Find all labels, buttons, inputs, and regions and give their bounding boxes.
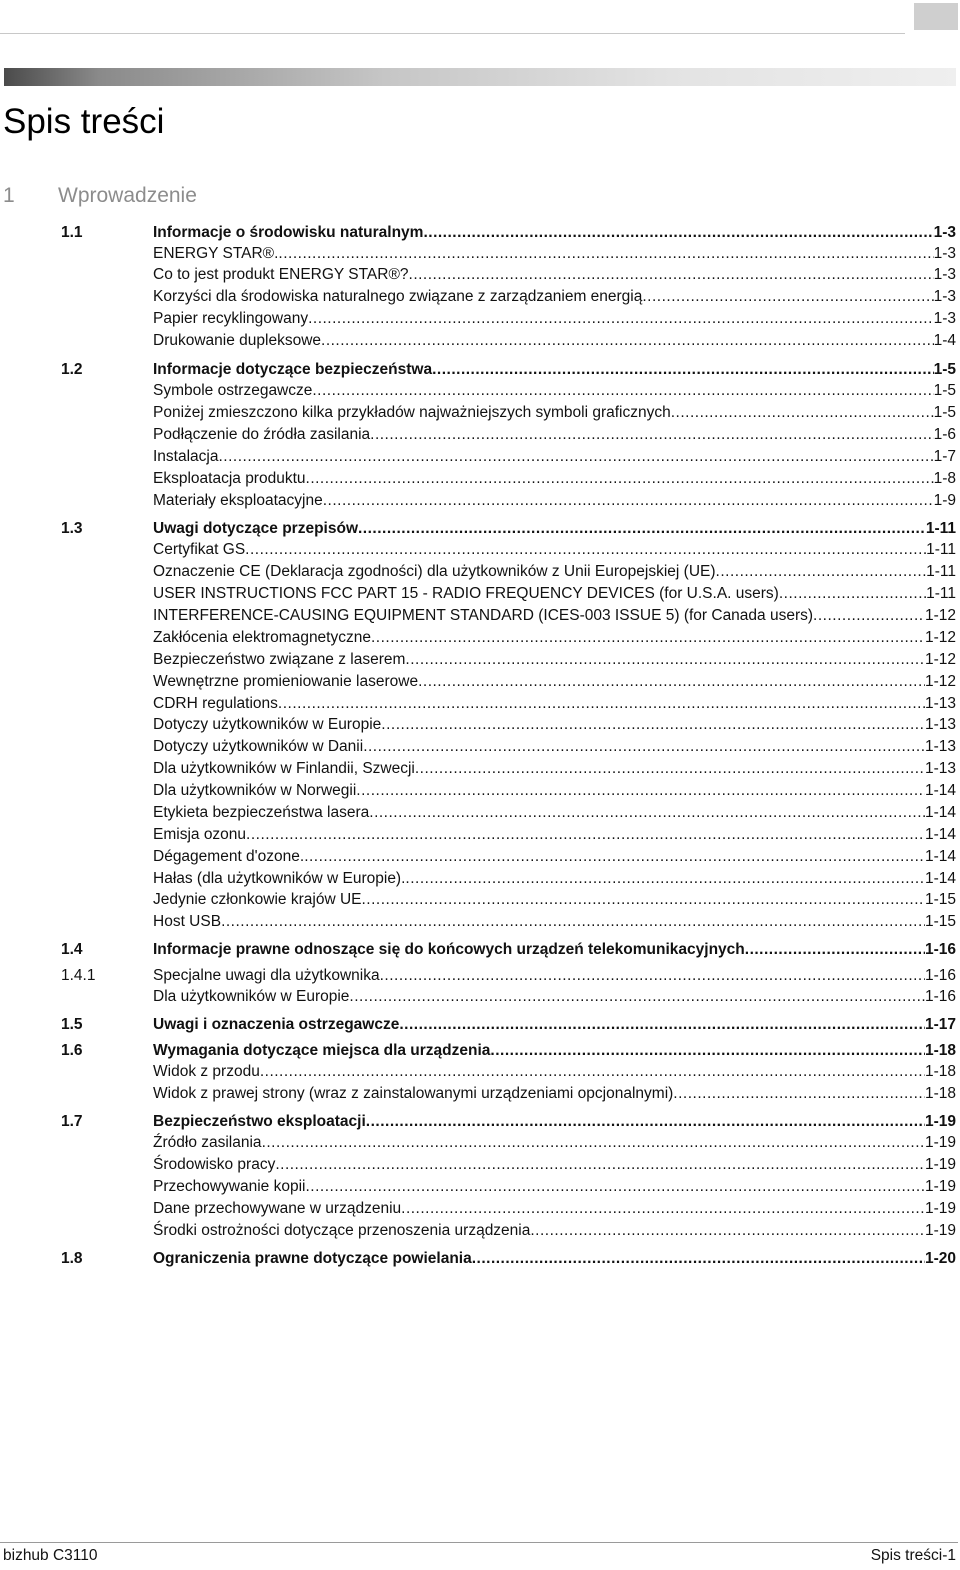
- toc-dot-leader: [308, 308, 934, 330]
- toc-entry-page: 1-13: [924, 716, 956, 733]
- toc-entry[interactable]: [0, 1248, 960, 1270]
- toc-entry-line: [153, 286, 956, 308]
- toc-dot-leader: [405, 649, 925, 671]
- toc-dot-leader: [245, 539, 926, 561]
- toc-entry-title: Uwagi i oznaczenia ostrzegawcze: [153, 1016, 400, 1033]
- toc-dot-leader: [405, 868, 925, 890]
- toc-entry-line: [153, 939, 956, 961]
- toc-dot-leader: [361, 889, 924, 911]
- toc-entry-title: Korzyści dla środowiska naturalnego związane z zarządzaniem energią: [153, 288, 643, 305]
- toc-entry-title: Dla użytkowników w Finlandii, Szwecji: [153, 760, 415, 777]
- footer-page-number: Spis treści-1: [870, 1547, 956, 1564]
- toc-entry-line: [153, 583, 956, 605]
- toc-entry-line: [153, 627, 956, 649]
- toc-entry-line: [153, 1083, 956, 1105]
- toc-dot-leader: [779, 583, 926, 605]
- toc-entry-number: 1.5: [61, 1016, 83, 1033]
- toc-entry-title: Hałas (dla użytkowników w Europie).: [153, 870, 406, 887]
- toc-dot-leader: [321, 330, 934, 352]
- toc-entry-line: [153, 539, 956, 561]
- toc-entry-page: 1-11: [925, 520, 956, 537]
- toc-entry-line: [153, 1061, 956, 1083]
- toc-dot-leader: [381, 714, 925, 736]
- toc-entry-number: 1.1: [61, 224, 83, 241]
- toc-dot-leader: [370, 424, 933, 446]
- toc-entry-line: [153, 714, 956, 736]
- toc-entry-line: [153, 1040, 956, 1062]
- toc-dot-leader: [673, 1083, 925, 1105]
- toc-entry-page: 1-14: [924, 848, 956, 865]
- toc-entry-number: 1.6: [61, 1042, 83, 1059]
- toc-entry-number: 1.4.1: [61, 967, 96, 984]
- toc-entry-title: Specjalne uwagi dla użytkownika: [153, 967, 380, 984]
- toc-entry-line: [153, 402, 956, 424]
- toc-entry-title: Środki ostrożności dotyczące przenoszenia urządzenia: [153, 1222, 531, 1239]
- toc-entry-page: 1-17: [924, 1016, 956, 1033]
- toc-entry[interactable]: [0, 911, 960, 933]
- toc-entry-line: [153, 1014, 956, 1036]
- toc-entry[interactable]: [0, 1198, 960, 1220]
- toc-entry-title: Widok z prawej strony (wraz z zainstalowanymi urządzeniami opcjonalnymi): [153, 1085, 674, 1102]
- toc-entry-line: [153, 846, 956, 868]
- toc-entry-line: [153, 1198, 956, 1220]
- toc-dot-leader: [275, 1154, 925, 1176]
- toc-entry-line: [153, 889, 956, 911]
- toc-dot-leader: [358, 518, 926, 540]
- toc-entry-title: Emisja ozonu: [153, 826, 247, 843]
- toc-entry[interactable]: [0, 222, 960, 244]
- toc-entry-page: 1-19: [924, 1222, 956, 1239]
- toc-entry-line: [153, 1154, 956, 1176]
- toc-dot-leader: [260, 1061, 925, 1083]
- chapter-number: 1: [3, 184, 15, 207]
- toc-dot-leader: [278, 693, 925, 715]
- toc-entry[interactable]: [0, 868, 960, 890]
- page-title: Spis treści: [3, 102, 165, 141]
- toc-entry-page: 1-11: [926, 563, 956, 580]
- toc-dot-leader: [745, 939, 925, 961]
- toc-dot-leader: [262, 1132, 925, 1154]
- toc-entry[interactable]: [0, 359, 960, 381]
- toc-entry-line: [153, 308, 956, 330]
- toc-entry-line: [153, 671, 956, 693]
- toc-entry[interactable]: [0, 1040, 960, 1062]
- toc-entry-line: [153, 824, 956, 846]
- toc-dot-leader: [432, 359, 933, 381]
- toc-entry[interactable]: [0, 583, 960, 605]
- toc-entry-line: [153, 605, 956, 627]
- toc-entry[interactable]: [0, 402, 960, 424]
- toc-entry-page: 1-16: [924, 967, 956, 984]
- toc-entry[interactable]: [0, 1061, 960, 1083]
- toc-entry-page: 1-4: [933, 332, 956, 349]
- toc-entry-page: 1-16: [924, 941, 956, 958]
- toc-entry-title: Instalacja: [153, 448, 219, 465]
- toc-dot-leader: [218, 446, 933, 468]
- toc-entry-page: 1-3: [933, 310, 956, 327]
- toc-entry-page: 1-9: [933, 492, 956, 509]
- toc-entry-line: [153, 330, 956, 352]
- toc-dot-leader: [671, 402, 934, 424]
- toc-dot-leader: [716, 561, 927, 583]
- toc-entry-page: 1-16: [924, 988, 956, 1005]
- toc-entry-page: 1-11: [926, 541, 956, 558]
- toc-entry[interactable]: [0, 693, 960, 715]
- toc-entry-line: [153, 868, 956, 890]
- toc-entry-title: Zakłócenia elektromagnetyczne: [153, 629, 371, 646]
- toc-entry[interactable]: [0, 714, 960, 736]
- toc-entry-line: [153, 986, 956, 1008]
- toc-entry-title: Dotyczy użytkowników w Danii: [153, 738, 364, 755]
- toc-entry[interactable]: [0, 1220, 960, 1242]
- toc-entry-page: 1-18: [924, 1085, 956, 1102]
- toc-entry[interactable]: [0, 780, 960, 802]
- toc-entry-title: Dotyczy użytkowników w Europie: [153, 716, 382, 733]
- toc-entry-title: ENERGY STAR®.: [153, 245, 279, 262]
- toc-entry[interactable]: [0, 539, 960, 561]
- toc-entry-title: Wymagania dotyczące miejsca dla urządzenia: [153, 1042, 491, 1059]
- toc-entry-page: 1-12: [924, 673, 956, 690]
- toc-dot-leader: [371, 627, 925, 649]
- toc-entry-page: 1-3: [933, 288, 956, 305]
- toc-entry-title: Etykieta bezpieczeństwa lasera: [153, 804, 370, 821]
- toc-entry-page: 1-7: [933, 448, 956, 465]
- toc-entry-line: [153, 1220, 956, 1242]
- toc-entry-page: 1-13: [924, 738, 956, 755]
- toc-entry[interactable]: [0, 330, 960, 352]
- toc-entry-line: [153, 518, 956, 540]
- toc-entry-title: Materiały eksploatacyjne: [153, 492, 323, 509]
- toc-entry-page: 1-14: [924, 782, 956, 799]
- toc-entry-page: 1-19: [924, 1113, 956, 1130]
- toc-dot-leader: [490, 1040, 925, 1062]
- toc-entry-line: [153, 380, 956, 402]
- toc-entry-number: 1.2: [61, 361, 83, 378]
- toc-entry[interactable]: [0, 986, 960, 1008]
- toc-entry-line: [153, 359, 956, 381]
- toc-entry-title: Przechowywanie kopii: [153, 1178, 306, 1195]
- toc-entry[interactable]: [0, 1176, 960, 1198]
- toc-entry-line: [153, 561, 956, 583]
- toc-entry-title: Informacje dotyczące bezpieczeństwa: [153, 361, 433, 378]
- toc-entry[interactable]: [0, 264, 960, 286]
- toc-entry-line: [153, 243, 956, 265]
- toc-entry-line: [153, 693, 956, 715]
- toc-entry-number: 1.3: [61, 520, 83, 537]
- toc-entry-line: [153, 1248, 956, 1270]
- toc-entry-title: Uwagi dotyczące przepisów: [153, 520, 358, 537]
- toc-entry-page: 1-12: [924, 629, 956, 646]
- toc-entry[interactable]: [0, 1014, 960, 1036]
- toc-entry-line: [153, 780, 956, 802]
- toc-entry-title: Certyfikat GS: [153, 541, 246, 558]
- toc-entry-line: [153, 1132, 956, 1154]
- toc-entry[interactable]: [0, 939, 960, 961]
- toc-entry[interactable]: [0, 824, 960, 846]
- toc-entry-page: 1-6: [933, 426, 956, 443]
- toc-entry-page: 1-5: [933, 382, 956, 399]
- toc-dot-leader: [415, 758, 925, 780]
- toc-entry[interactable]: [0, 965, 960, 987]
- toc-entry-title: Podłączenie do źródła zasilania: [153, 426, 371, 443]
- toc-entry-title: Papier recyklingowany: [153, 310, 309, 327]
- toc-entry[interactable]: [0, 802, 960, 824]
- toc-entry-number: 1.7: [61, 1113, 83, 1130]
- toc-entry-page: 1-5: [933, 361, 956, 378]
- toc-dot-leader: [813, 605, 925, 627]
- toc-entry[interactable]: [0, 424, 960, 446]
- toc-entry-title: Bezpieczeństwo eksploatacji: [153, 1113, 366, 1130]
- toc-entry[interactable]: [0, 243, 960, 265]
- toc-entry-title: Eksploatacja produktu: [153, 470, 306, 487]
- toc-dot-leader: [472, 1248, 925, 1270]
- toc-entry[interactable]: [0, 649, 960, 671]
- toc-entry-page: 1-19: [924, 1134, 956, 1151]
- toc-entry-page: 1-11: [926, 585, 956, 602]
- toc-dot-leader: [349, 986, 925, 1008]
- toc-dot-leader: [312, 380, 933, 402]
- toc-entry[interactable]: [0, 1154, 960, 1176]
- toc-dot-leader: [366, 1111, 925, 1133]
- toc-entry-page: 1-14: [924, 804, 956, 821]
- toc-entry[interactable]: [0, 1083, 960, 1105]
- footer-rule: [0, 1542, 958, 1543]
- toc-dot-leader: [278, 243, 933, 265]
- toc-entry-page: 1-3: [933, 245, 956, 262]
- toc-entry-page: 1-15: [924, 891, 956, 908]
- toc-entry-title: Oznaczenie CE (Deklaracja zgodności) dla użytkowników z Unii Europejskiej (UE): [153, 563, 716, 580]
- toc-entry-page: 1-19: [924, 1200, 956, 1217]
- toc-entry-number: 1.4: [61, 941, 83, 958]
- toc-entry-title: Symbole ostrzegawcze: [153, 382, 313, 399]
- toc-entry-title: Host USB: [153, 913, 222, 930]
- toc-entry[interactable]: [0, 468, 960, 490]
- toc-entry-line: [153, 802, 956, 824]
- footer-product-name: bizhub C3110: [3, 1547, 98, 1564]
- toc-entry[interactable]: [0, 561, 960, 583]
- toc-dot-leader: [323, 490, 934, 512]
- toc-dot-leader: [642, 286, 933, 308]
- toc-dot-leader: [356, 780, 925, 802]
- toc-entry[interactable]: [0, 671, 960, 693]
- toc-entry-page: 1-13: [924, 695, 956, 712]
- toc-entry-page: 1-3: [933, 266, 956, 283]
- toc-entry[interactable]: [0, 308, 960, 330]
- toc-entry-line: [153, 736, 956, 758]
- toc-entry-line: [153, 965, 956, 987]
- toc-entry-line: [153, 468, 956, 490]
- toc-entry-title: Jedynie członkowie krajów UE: [153, 891, 362, 908]
- toc-entry-line: [153, 649, 956, 671]
- toc-entry-title: Dla użytkowników w Europie: [153, 988, 350, 1005]
- toc-entry-title: Wewnętrzne promieniowanie laserowe: [153, 673, 419, 690]
- toc-entry-line: [153, 446, 956, 468]
- toc-entry[interactable]: [0, 627, 960, 649]
- toc-entry-title: CDRH regulations: [153, 695, 278, 712]
- toc-entry-title: Dla użytkowników w Norwegii: [153, 782, 357, 799]
- toc-entry[interactable]: [0, 490, 960, 512]
- toc-entry-line: [153, 1176, 956, 1198]
- toc-entry-page: 1-18: [924, 1042, 956, 1059]
- toc-dot-leader: [409, 264, 934, 286]
- toc-entry[interactable]: [0, 605, 960, 627]
- toc-dot-leader: [221, 911, 925, 933]
- toc-entry-page: 1-14: [924, 870, 956, 887]
- toc-dot-leader: [246, 824, 925, 846]
- toc-entry-page: 1-18: [924, 1063, 956, 1080]
- toc-entry-number: 1.8: [61, 1250, 83, 1267]
- toc-entry-title: Co to jest produkt ENERGY STAR®?: [153, 266, 409, 283]
- toc-entry-title: Ograniczenia prawne dotyczące powielania: [153, 1250, 472, 1267]
- toc-entry-page: 1-3: [933, 224, 956, 241]
- toc-entry-title: Dane przechowywane w urządzeniu: [153, 1200, 402, 1217]
- toc-entry[interactable]: [0, 446, 960, 468]
- toc-entry[interactable]: [0, 846, 960, 868]
- toc-entry-line: [153, 758, 956, 780]
- toc-dot-leader: [363, 736, 925, 758]
- toc-entry-page: 1-19: [924, 1178, 956, 1195]
- toc-dot-leader: [380, 965, 925, 987]
- toc-entry-title: INTERFERENCE-CAUSING EQUIPMENT STANDARD (ICES-003 ISSUE 5) (for Canada users): [153, 607, 814, 624]
- toc-entry[interactable]: [0, 380, 960, 402]
- toc-dot-leader: [530, 1220, 925, 1242]
- toc-dot-leader: [418, 671, 925, 693]
- toc-entry-title: Informacje prawne odnoszące się do końcowych urządzeń telekomunikacyjnych: [153, 941, 745, 958]
- toc-entry-page: 1-5: [933, 404, 956, 421]
- toc-dot-leader: [423, 222, 933, 244]
- toc-entry-title: Dégagement d'ozone.: [153, 848, 305, 865]
- toc-dot-leader: [306, 1176, 925, 1198]
- toc-entry-line: [153, 911, 956, 933]
- toc-dot-leader: [369, 802, 925, 824]
- toc-dot-leader: [399, 1014, 925, 1036]
- toc-entry-line: [153, 1111, 956, 1133]
- toc-entry-title: Widok z przodu: [153, 1063, 260, 1080]
- toc-entry-line: [153, 490, 956, 512]
- toc-entry-page: 1-12: [924, 607, 956, 624]
- chapter-title: Wprowadzenie: [58, 184, 197, 207]
- toc-entry-page: 1-12: [924, 651, 956, 668]
- toc-entry-title: Poniżej zmieszczono kilka przykładów najważniejszych symboli graficznych: [153, 404, 671, 421]
- toc-dot-leader: [401, 1198, 925, 1220]
- toc-dot-leader: [304, 846, 925, 868]
- toc-entry-title: Bezpieczeństwo związane z laserem: [153, 651, 406, 668]
- toc-entry-title: Drukowanie dupleksowe: [153, 332, 322, 349]
- toc-entry[interactable]: [0, 518, 960, 540]
- toc-entry[interactable]: [0, 1132, 960, 1154]
- toc-entry-page: 1-14: [924, 826, 956, 843]
- toc-entry-page: 1-19: [924, 1156, 956, 1173]
- toc-entry-line: [153, 424, 956, 446]
- toc-entry[interactable]: [0, 736, 960, 758]
- toc-entry-page: 1-20: [924, 1250, 956, 1267]
- toc-entry[interactable]: [0, 889, 960, 911]
- toc-entry[interactable]: [0, 1111, 960, 1133]
- toc-entry[interactable]: [0, 286, 960, 308]
- toc-entry-title: USER INSTRUCTIONS FCC PART 15 - RADIO FREQUENCY DEVICES (for U.S.A. users): [153, 585, 779, 602]
- toc-entry-page: 1-13: [924, 760, 956, 777]
- toc-dot-leader: [306, 468, 934, 490]
- toc-entry-line: [153, 264, 956, 286]
- toc-entry[interactable]: [0, 758, 960, 780]
- toc-entry-title: Środowisko pracy: [153, 1156, 276, 1173]
- toc-entry-page: 1-8: [933, 470, 956, 487]
- toc-entry-line: [153, 222, 956, 244]
- toc-entry-page: 1-15: [924, 913, 956, 930]
- toc-entry-title: Źródło zasilania: [153, 1134, 262, 1151]
- toc-entry-title: Informacje o środowisku naturalnym: [153, 224, 424, 241]
